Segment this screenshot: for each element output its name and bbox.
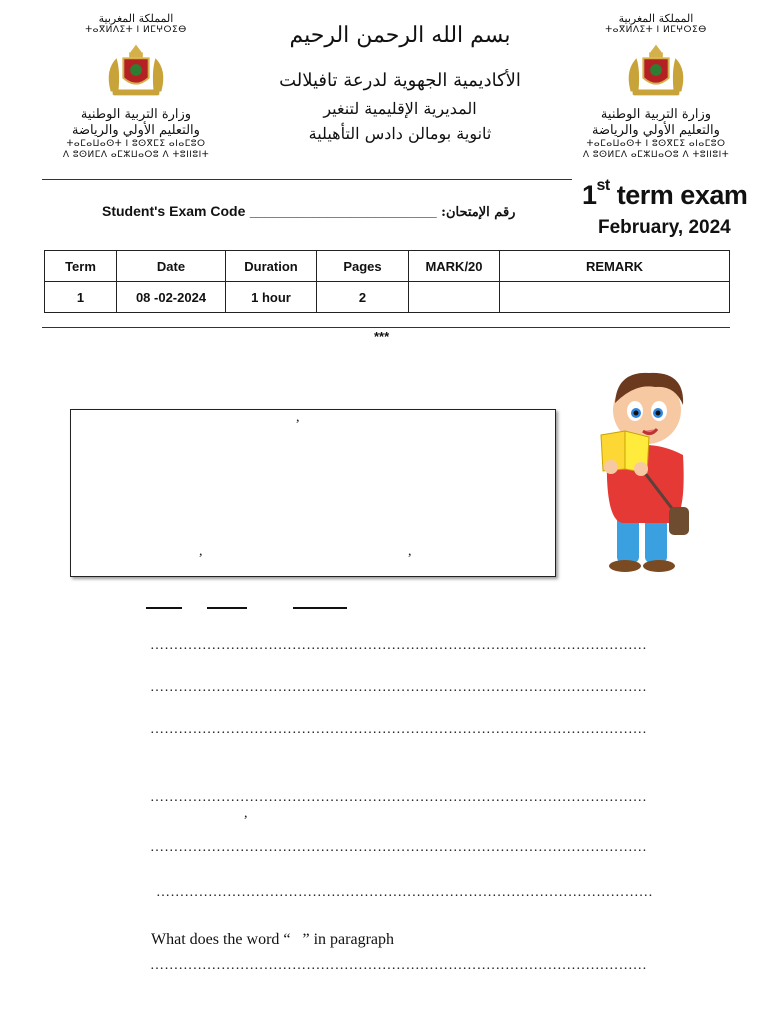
table-cell-duration: 1 hour: [226, 282, 317, 313]
exam-title: [582, 177, 748, 211]
ministry-name-tifinagh-1: ⵜⴰⵎⴰⵡⴰⵙⵜ ⵏ ⵓⵙⴳⵎⵉ ⴰⵏⴰⵎⵓⵔ: [586, 139, 726, 149]
section-separator-stars: ***: [374, 329, 390, 344]
kingdom-name-tifinagh: ⵜⴰⴳⵍⴷⵉⵜ ⵏ ⵍⵎⵖⵔⵉⴱ: [605, 25, 707, 35]
header-divider: [42, 179, 572, 180]
header-right-block: [556, 12, 756, 161]
moroccan-coat-of-arms-icon: [617, 40, 695, 100]
header-center-block: [250, 12, 550, 143]
exam-code-label: Student's Exam Code: [102, 203, 246, 219]
directorate-name: المديرية الإقليمية لتنغير: [323, 99, 477, 118]
ministry-name-arabic-2: والتعليم الأولي والرياضة: [592, 123, 720, 138]
answer-comma: ,: [244, 806, 248, 821]
answer-dotted-line[interactable]: ……………………………………………………………………………………………: [150, 722, 647, 737]
ministry-name-arabic-1: وزارة التربية الوطنية: [600, 107, 712, 122]
box-mark: ,: [296, 410, 300, 425]
answer-dotted-line[interactable]: ……………………………………………………………………………………………: [150, 958, 647, 973]
kingdom-name-tifinagh: ⵜⴰⴳⵍⴷⵉⵜ ⵏ ⵍⵎⵖⵔⵉⴱ: [85, 25, 187, 35]
ministry-name-tifinagh-2: ⴷ ⵓⵙⵍⵎⴷ ⴰⵎⵣⵡⴰⵔⵓ ⴷ ⵜⵓⵏⵏⵓⵏⵜ: [582, 150, 730, 160]
bismillah-calligraphy: بسم الله الرحمن الرحيم: [289, 23, 511, 48]
academy-name: الأكاديمية الجهوية لدرعة تافيلالت: [279, 70, 521, 91]
ministry-name-tifinagh-1: ⵜⴰⵎⴰⵡⴰⵙⵜ ⵏ ⵓⵙⴳⵎⵉ ⴰⵏⴰⵎⵓⵔ: [66, 139, 206, 149]
answer-blank-short[interactable]: [207, 607, 247, 609]
reading-text-box: [70, 409, 556, 577]
table-header-cell: Term: [45, 251, 117, 282]
boy-reading-book-illustration: [595, 365, 705, 575]
exam-title-text: term exam: [616, 180, 748, 210]
kingdom-name-arabic: المملكة المغربية: [618, 12, 694, 25]
exam-code-row: [102, 203, 515, 221]
box-mark: ,: [408, 544, 412, 559]
table-cell-date: 08 -02-2024: [117, 282, 226, 313]
ministry-name-arabic-1: وزارة التربية الوطنية: [80, 107, 192, 122]
table-row: [45, 282, 730, 313]
table-cell-remark[interactable]: [500, 282, 730, 313]
table-header-cell: REMARK: [500, 251, 730, 282]
table-cell-mark[interactable]: [409, 282, 500, 313]
table-cell-term: 1: [45, 282, 117, 313]
table-header-row: [45, 251, 730, 282]
kingdom-name-arabic: المملكة المغربية: [98, 12, 174, 25]
answer-dotted-line[interactable]: ……………………………………………………………………………………………: [150, 638, 647, 653]
ministry-name-tifinagh-2: ⴷ ⵓⵙⵍⵎⴷ ⴰⵎⵣⵡⴰⵔⵓ ⴷ ⵜⵓⵏⵏⵓⵏⵜ: [62, 150, 210, 160]
table-header-cell: Duration: [226, 251, 317, 282]
exam-info-table: [44, 250, 730, 313]
table-header-cell: MARK/20: [409, 251, 500, 282]
answer-dotted-line[interactable]: ……………………………………………………………………………………………: [150, 680, 647, 695]
moroccan-coat-of-arms-icon: [97, 40, 175, 100]
answer-blank-short[interactable]: [293, 607, 347, 609]
answer-blank-short[interactable]: [146, 607, 182, 609]
exam-date: February, 2024: [598, 217, 731, 238]
school-name: ثانوية بومالن دادس التأهيلية: [308, 124, 492, 143]
header-left-block: [36, 12, 236, 161]
table-header-cell: Pages: [317, 251, 409, 282]
box-mark: ,: [199, 544, 203, 559]
exam-title-number: 1: [582, 180, 597, 210]
answer-dotted-line[interactable]: ……………………………………………………………………………………………: [150, 840, 647, 855]
exam-code-blank[interactable]: ________________________: [249, 203, 437, 219]
table-cell-pages: 2: [317, 282, 409, 313]
answer-dotted-line[interactable]: ……………………………………………………………………………………………: [156, 885, 653, 900]
exam-code-label-arabic: :رقم الإمتحان: [441, 205, 516, 220]
answer-dotted-line[interactable]: ……………………………………………………………………………………………: [150, 790, 647, 805]
ministry-name-arabic-2: والتعليم الأولي والرياضة: [72, 123, 200, 138]
question-text: What does the word “ ” in paragraph: [151, 931, 395, 948]
table-header-cell: Date: [117, 251, 226, 282]
section-divider: [42, 327, 730, 328]
exam-title-suffix: st: [596, 177, 610, 194]
